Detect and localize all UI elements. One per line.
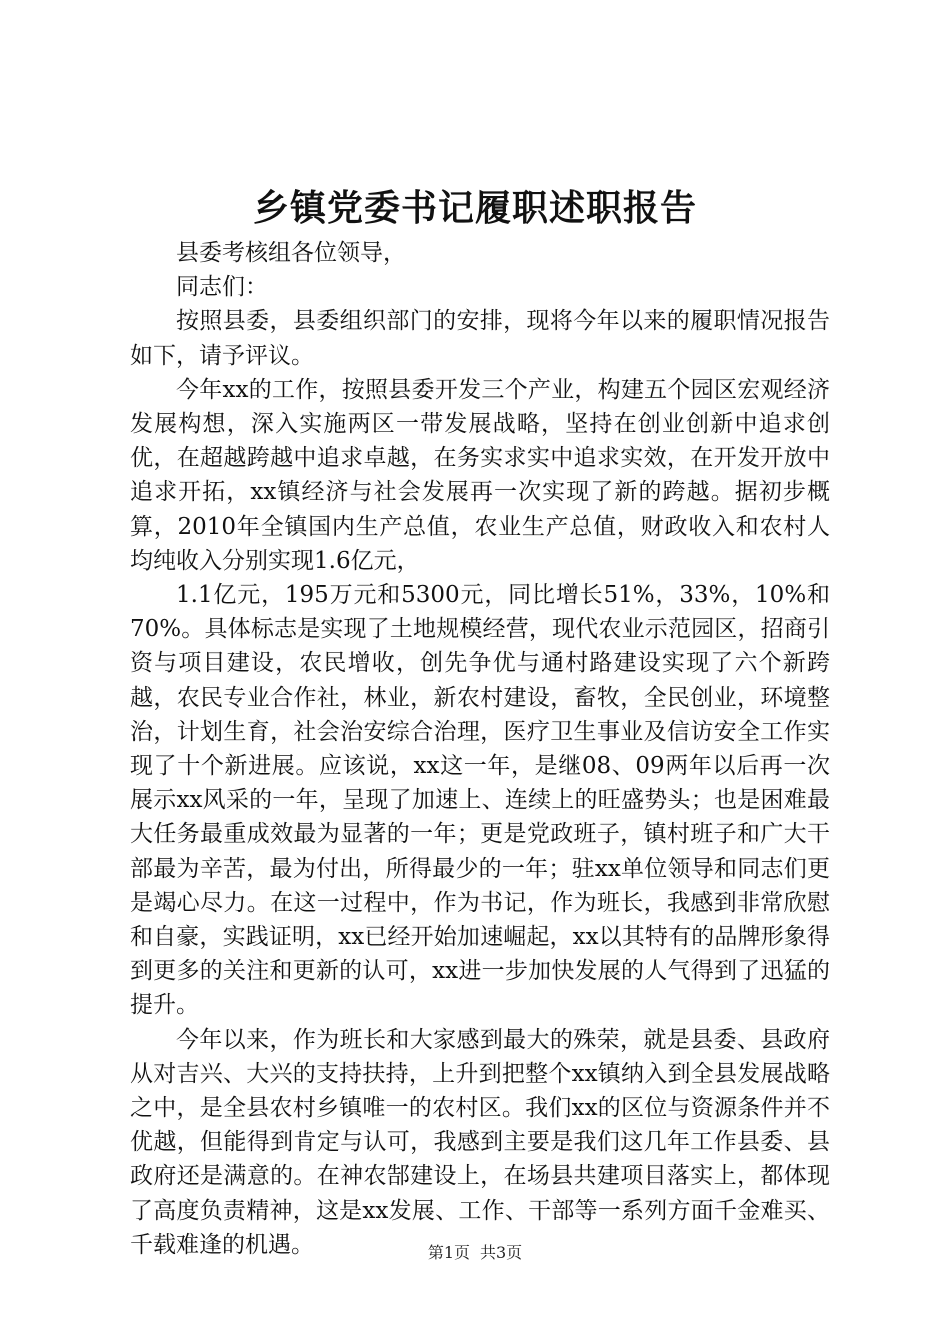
paragraph-honor: 今年以来，作为班长和大家感到最大的殊荣，就是县委、县政府从对吉兴、大兴的支持扶持，上升到把整个xx镇纳入到全县发展战略之中，是全县农村乡镇唯一的农村区。我们xx的区位与资源条件并不优越，但能得到肯定与认可，我感到主要是我们这几年工作县委、县政府还是满意的。在神农郜建设上，在场县共建项目落实上，都体现了高度负责精神，这是xx发展、工作、干部等一系列方面千金难买、千载难逢的机遇。 xyxy=(130,1026,830,1258)
page-number: 第1页 xyxy=(427,1243,470,1262)
paragraph-achievements: 1.1亿元，195万元和5300元，同比增长51%，33%，10%和70%。具体标志是实现了土地规模经营，现代农业示范园区，招商引资与项目建设，农民增收，创先争优与通村路建设实现了六个新跨越，农民专业合作社，林业，新农村建设，畜牧，全民创业，环境整治，计划生育，社会治安综合治理，医疗卫生事业及信访安全工作实现了十个新进展。应该说，xx这一年，是继08、09两年以后再一次展示xx风采的一年，呈现了加速上、连续上的旺盛势头；也是困难最大任务最重成效最为显著的一年；更是党政班子，镇村班子和广大干部最为辛苦，最为付出，所得最少的一年；驻xx单位领导和同志们更是竭心尽力。在这一过程中，作为书记，作为班长，我感到非常欣慰和自豪，实践证明，xx已经开始加速崛起，xx以其特有的品牌形象得到更多的关注和更新的认可，xx进一步加快发展的人气得到了迅猛的提升。 xyxy=(130,582,830,1019)
paragraph-work-overview: 今年xx的工作，按照县委开发三个产业，构建五个园区宏观经济发展构想，深入实施两区一带发展战略，坚持在创业创新中追求创优，在超越跨越中追求卓越，在务实求实中追求实效，在开发开放中追求开拓，xx镇经济与社会发展再一次实现了新的跨越。据初步概算，2010年全镇国内生产总值，农业生产总值，财政收入和农村人均纯收入分别实现1.6亿元， xyxy=(130,376,830,574)
document-body xyxy=(130,236,830,1262)
page-total: 共3页 xyxy=(480,1243,523,1262)
salutation-leaders: 县委考核组各位领导， xyxy=(176,240,406,266)
salutation-comrades: 同志们： xyxy=(176,274,268,301)
page-footer xyxy=(0,1243,950,1263)
paragraph-intro: 按照县委，县委组织部门的安排，现将今年以来的履职情况报告如下，请予评议。 xyxy=(130,308,830,369)
document-title: 乡镇党委书记履职述职报告 xyxy=(252,187,697,229)
